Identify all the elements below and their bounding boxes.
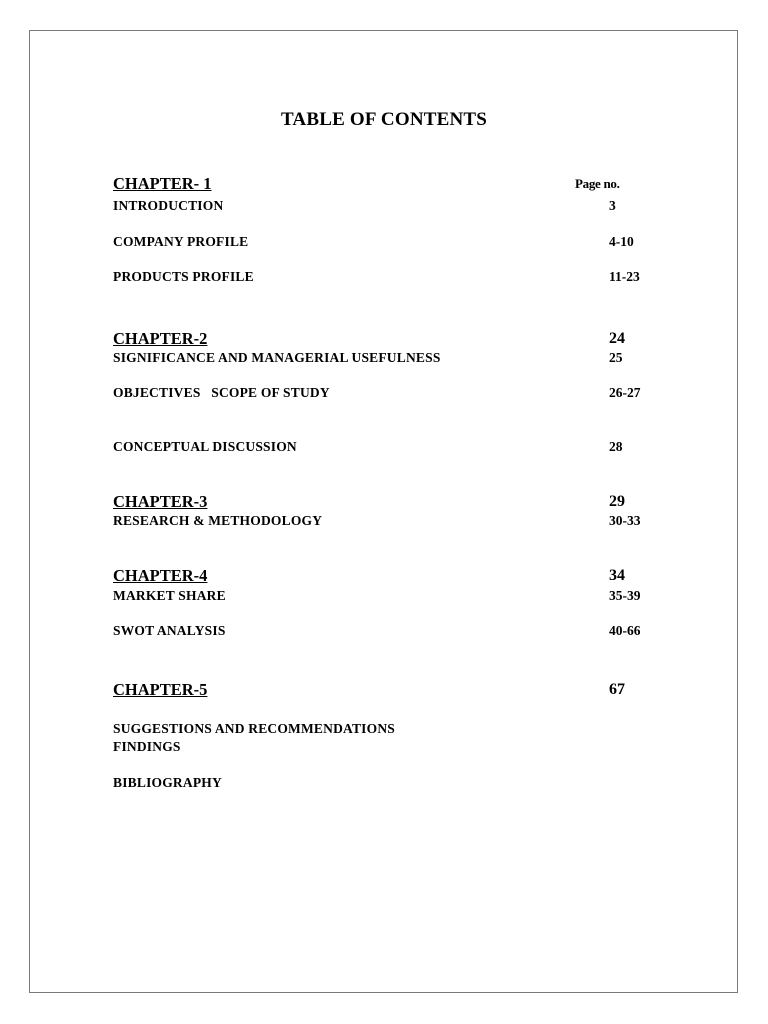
page-title: TABLE OF CONTENTS: [280, 109, 488, 130]
toc-item-findings: FINDINGS: [113, 739, 181, 754]
toc-page-research-methodology: 30-33: [609, 513, 641, 528]
page-number-header: Page no.: [575, 176, 620, 191]
chapter-3-page: 29: [609, 493, 625, 510]
toc-item-swot-analysis: SWOT ANALYSIS: [113, 623, 226, 638]
toc-item-research-methodology: RESEARCH & METHODOLOGY: [113, 513, 323, 528]
toc-item-suggestions: SUGGESTIONS AND RECOMMENDATIONS: [113, 721, 395, 736]
chapter-4-heading: CHAPTER-4: [113, 566, 208, 585]
toc-page-significance: 25: [609, 350, 623, 365]
chapter-3-heading: CHAPTER-3: [113, 492, 208, 511]
toc-page-market-share: 35-39: [609, 588, 641, 603]
toc-item-introduction: INTRODUCTION: [113, 198, 224, 213]
toc-item-bibliography: BIBLIOGRAPHY: [113, 775, 222, 790]
toc-page-objectives: 26-27: [609, 385, 641, 400]
chapter-1-heading: CHAPTER- 1: [113, 174, 212, 193]
toc-page-products-profile: 11-23: [609, 269, 640, 284]
toc-page-introduction: 3: [609, 198, 616, 213]
toc-item-market-share: MARKET SHARE: [113, 588, 226, 603]
toc-page-swot-analysis: 40-66: [609, 623, 641, 638]
toc-item-products-profile: PRODUCTS PROFILE: [113, 269, 254, 284]
chapter-4-page: 34: [609, 567, 625, 584]
chapter-5-heading: CHAPTER-5: [113, 680, 208, 699]
toc-item-company-profile: COMPANY PROFILE: [113, 234, 249, 249]
chapter-5-page: 67: [609, 681, 625, 698]
toc-page-company-profile: 4-10: [609, 234, 634, 249]
chapter-2-page: 24: [609, 330, 625, 347]
toc-item-significance: SIGNIFICANCE AND MANAGERIAL USEFULNESS: [113, 350, 441, 365]
toc-item-conceptual-discussion: CONCEPTUAL DISCUSSION: [113, 439, 297, 454]
toc-page-conceptual-discussion: 28: [609, 439, 623, 454]
toc-item-objectives: OBJECTIVES SCOPE OF STUDY: [113, 385, 330, 400]
chapter-2-heading: CHAPTER-2: [113, 329, 208, 348]
